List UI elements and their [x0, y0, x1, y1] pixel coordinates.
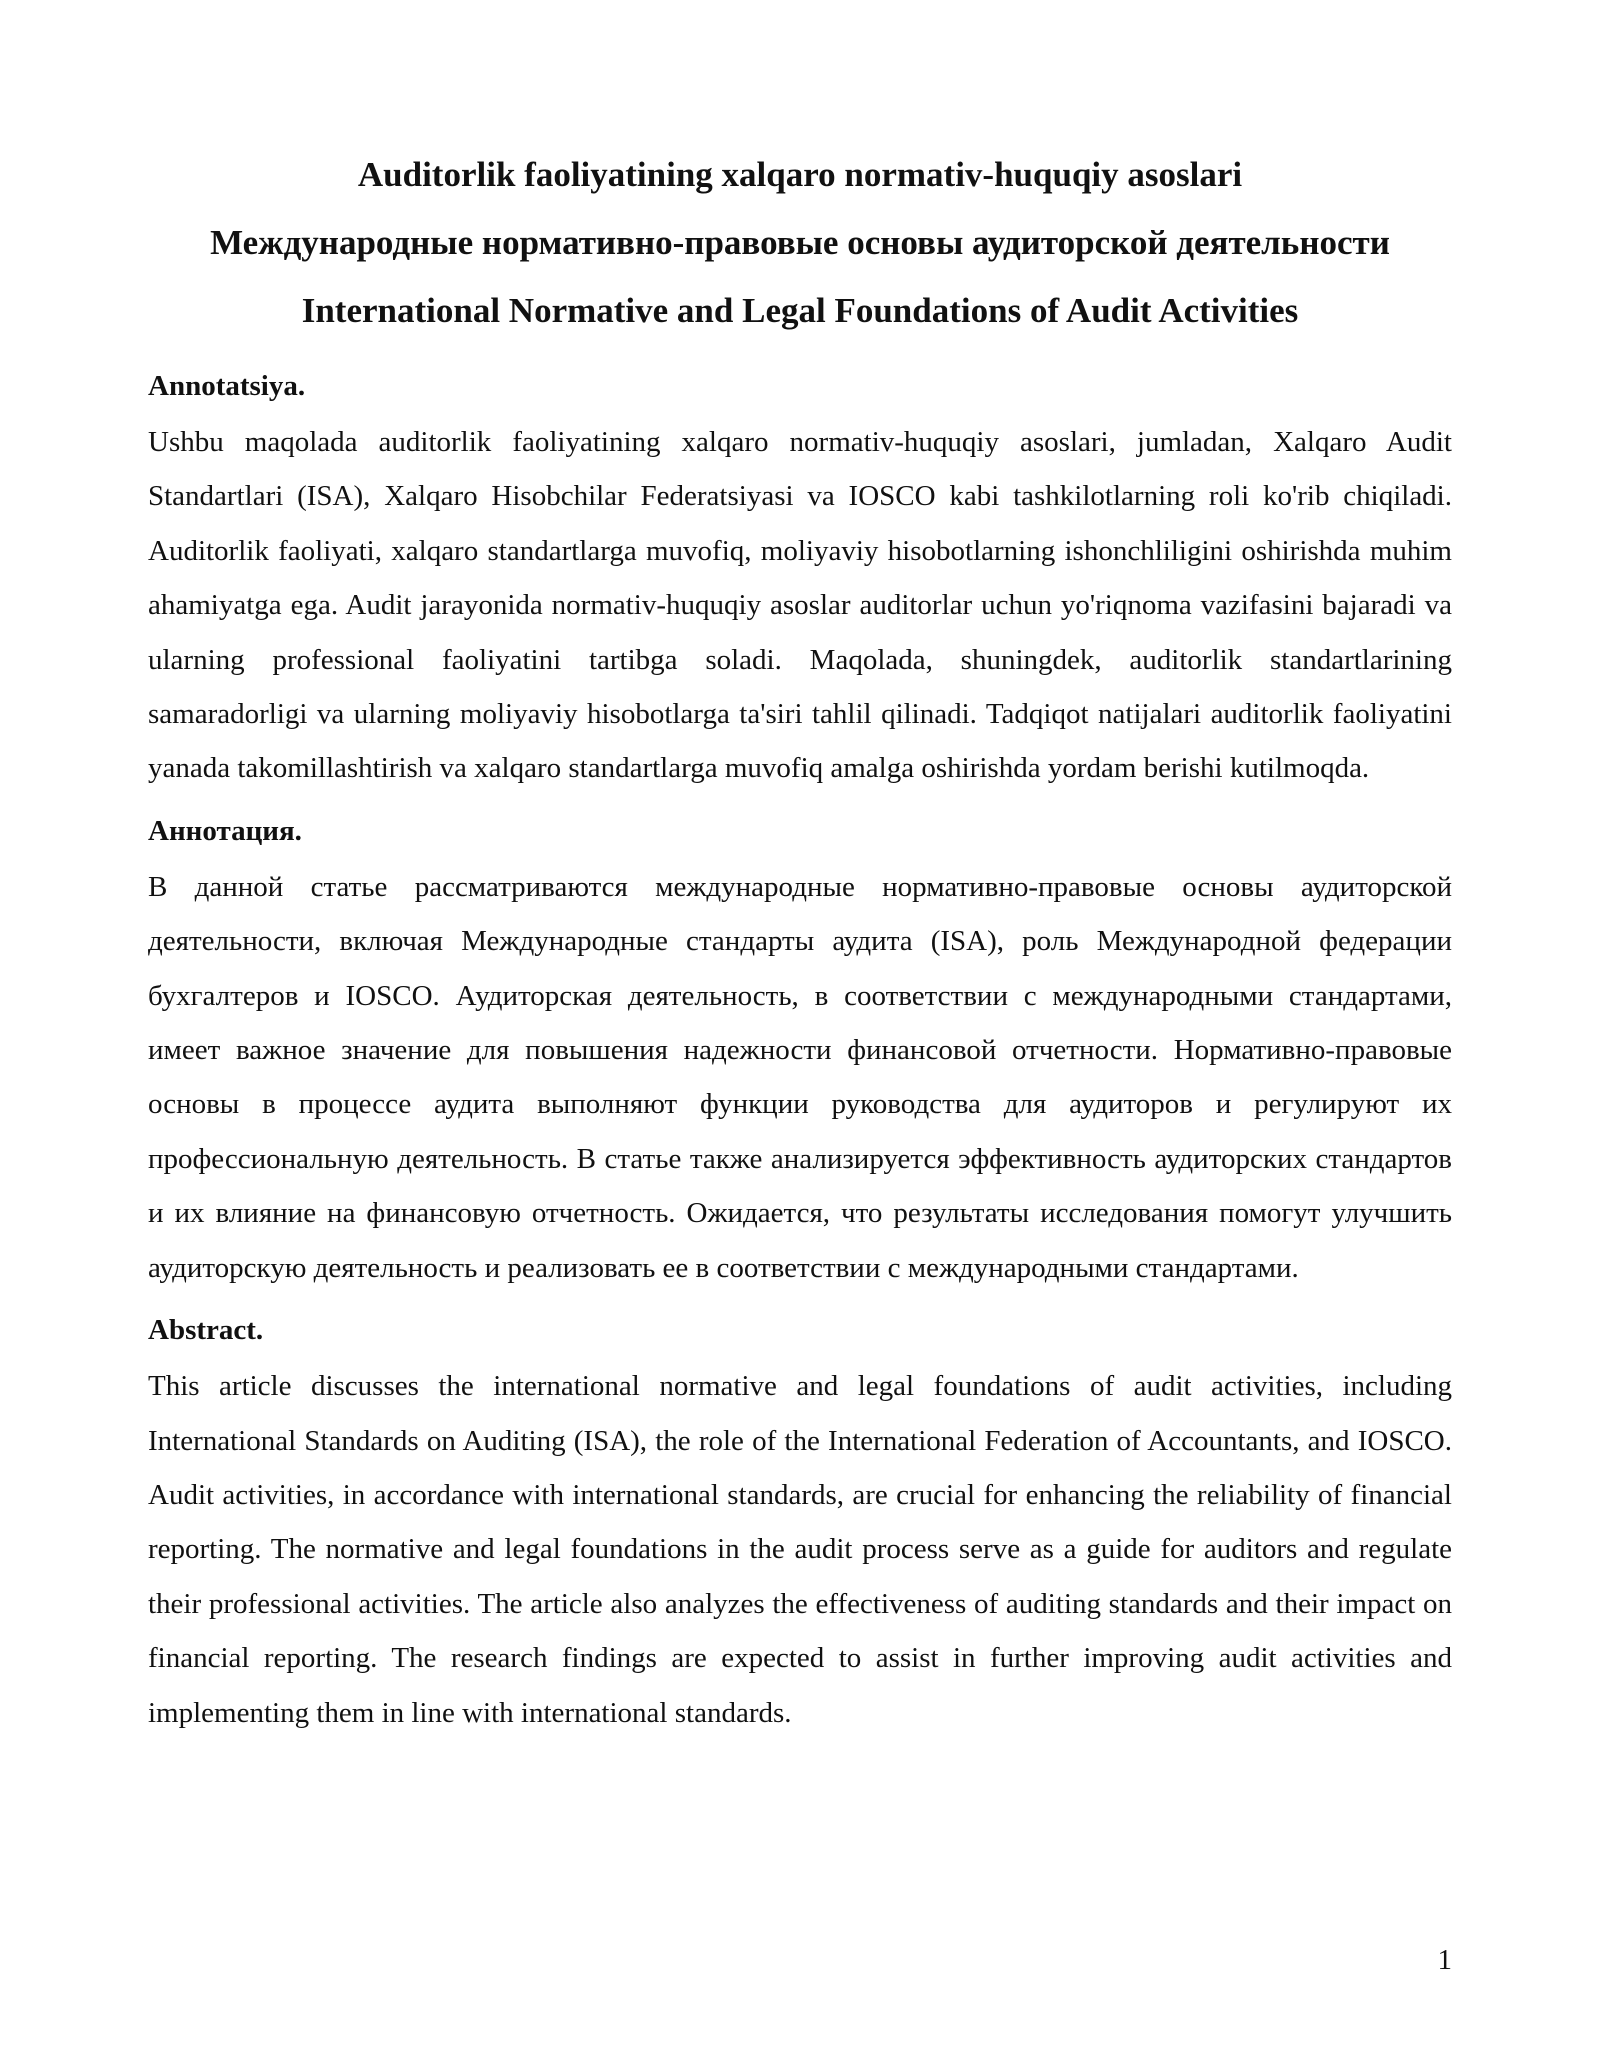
section-body-annotaciya: В данной статье рассматриваются международные нормативно-правовые основы аудиторской деятельности, включая Международные стандарты аудита (ISA), роль Международной федерации бухгалтеров и IOSCO. Аудиторская деятельность, в соответствии с международными стандартами, имеет важное значение для повышения надежности финансовой отчетности. Нормативно-правовые основы в процессе аудита выполняют функции руководства для аудиторов и регулируют их профессиональную деятельность. В статье также анализируется эффективность аудиторских стандартов и их влияние на финансовую отчетность. Ожидается, что результаты исследования помогут улучшить аудиторскую деятельность и реализовать ее в соответствии с международными стандартами.: [148, 870, 1452, 1284]
section-heading-annotatsiya: Annotatsiya.: [148, 370, 306, 402]
section-body-annotatsiya: Ushbu maqolada auditorlik faoliyatining xalqaro normativ-huquqiy asoslari, jumladan, Xalqaro Audit Standartlari (ISA), Xalqaro Hisobchilar Federatsiyasi va IOSCO kabi tashkilotlarning roli ko'rib chiqiladi. Auditorlik faoliyati, xalqaro standartlarga muvofiq, moliyaviy hisobotlarning ishonchliligini oshirishda muhim ahamiyatga ega. Audit jarayonida normativ-huquqiy asoslar auditorlar uchun yo'riqnoma vazifasini bajaradi va ularning professional faoliyatini tartibga soladi. Maqolada, shuningdek, auditorlik standartlarining samaradorligi va ularning moliyaviy hisobotlarga ta'siri tahlil qilinadi. Tadqiqot natijalari auditorlik faoliyatini yanada takomillashtirish va xalqaro standartlarga muvofiq amalga oshirishda yordam berishi kutilmoqda.: [148, 426, 1452, 785]
section-annotaciya: [148, 808, 1452, 1295]
title-english: International Normative and Legal Foundations of Audit Activities: [301, 291, 1299, 330]
page-number: 1: [1437, 1944, 1452, 1976]
title-block: [148, 141, 1452, 345]
section-heading-abstract: Abstract.: [148, 1314, 264, 1347]
section-heading-annotaciya: Аннотация.: [148, 814, 302, 847]
section-body-abstract: This article discusses the international normative and legal foundations of audit activities, including International Standards on Auditing (ISA), the role of the International Federation of Accountants, and IOSCO. Audit activities, in accordance with international standards, are crucial for enhancing the reliability of financial reporting. The normative and legal foundations in the audit process serve as a guide for auditors and regulate their professional activities. The article also analyzes the effectiveness of auditing standards and their impact on financial reporting. The research findings are expected to assist in further improving audit activities and implementing them in line with international standards.: [148, 1370, 1452, 1729]
title-russian: Международные нормативно-правовые основы аудиторской деятельности: [210, 223, 1390, 262]
section-abstract: [148, 1307, 1452, 1740]
title-uzbek: Auditorlik faoliyatining xalqaro normativ-huquqiy asoslari: [357, 155, 1243, 194]
section-annotatsiya: [148, 363, 1452, 796]
document-content: [148, 141, 1452, 1752]
